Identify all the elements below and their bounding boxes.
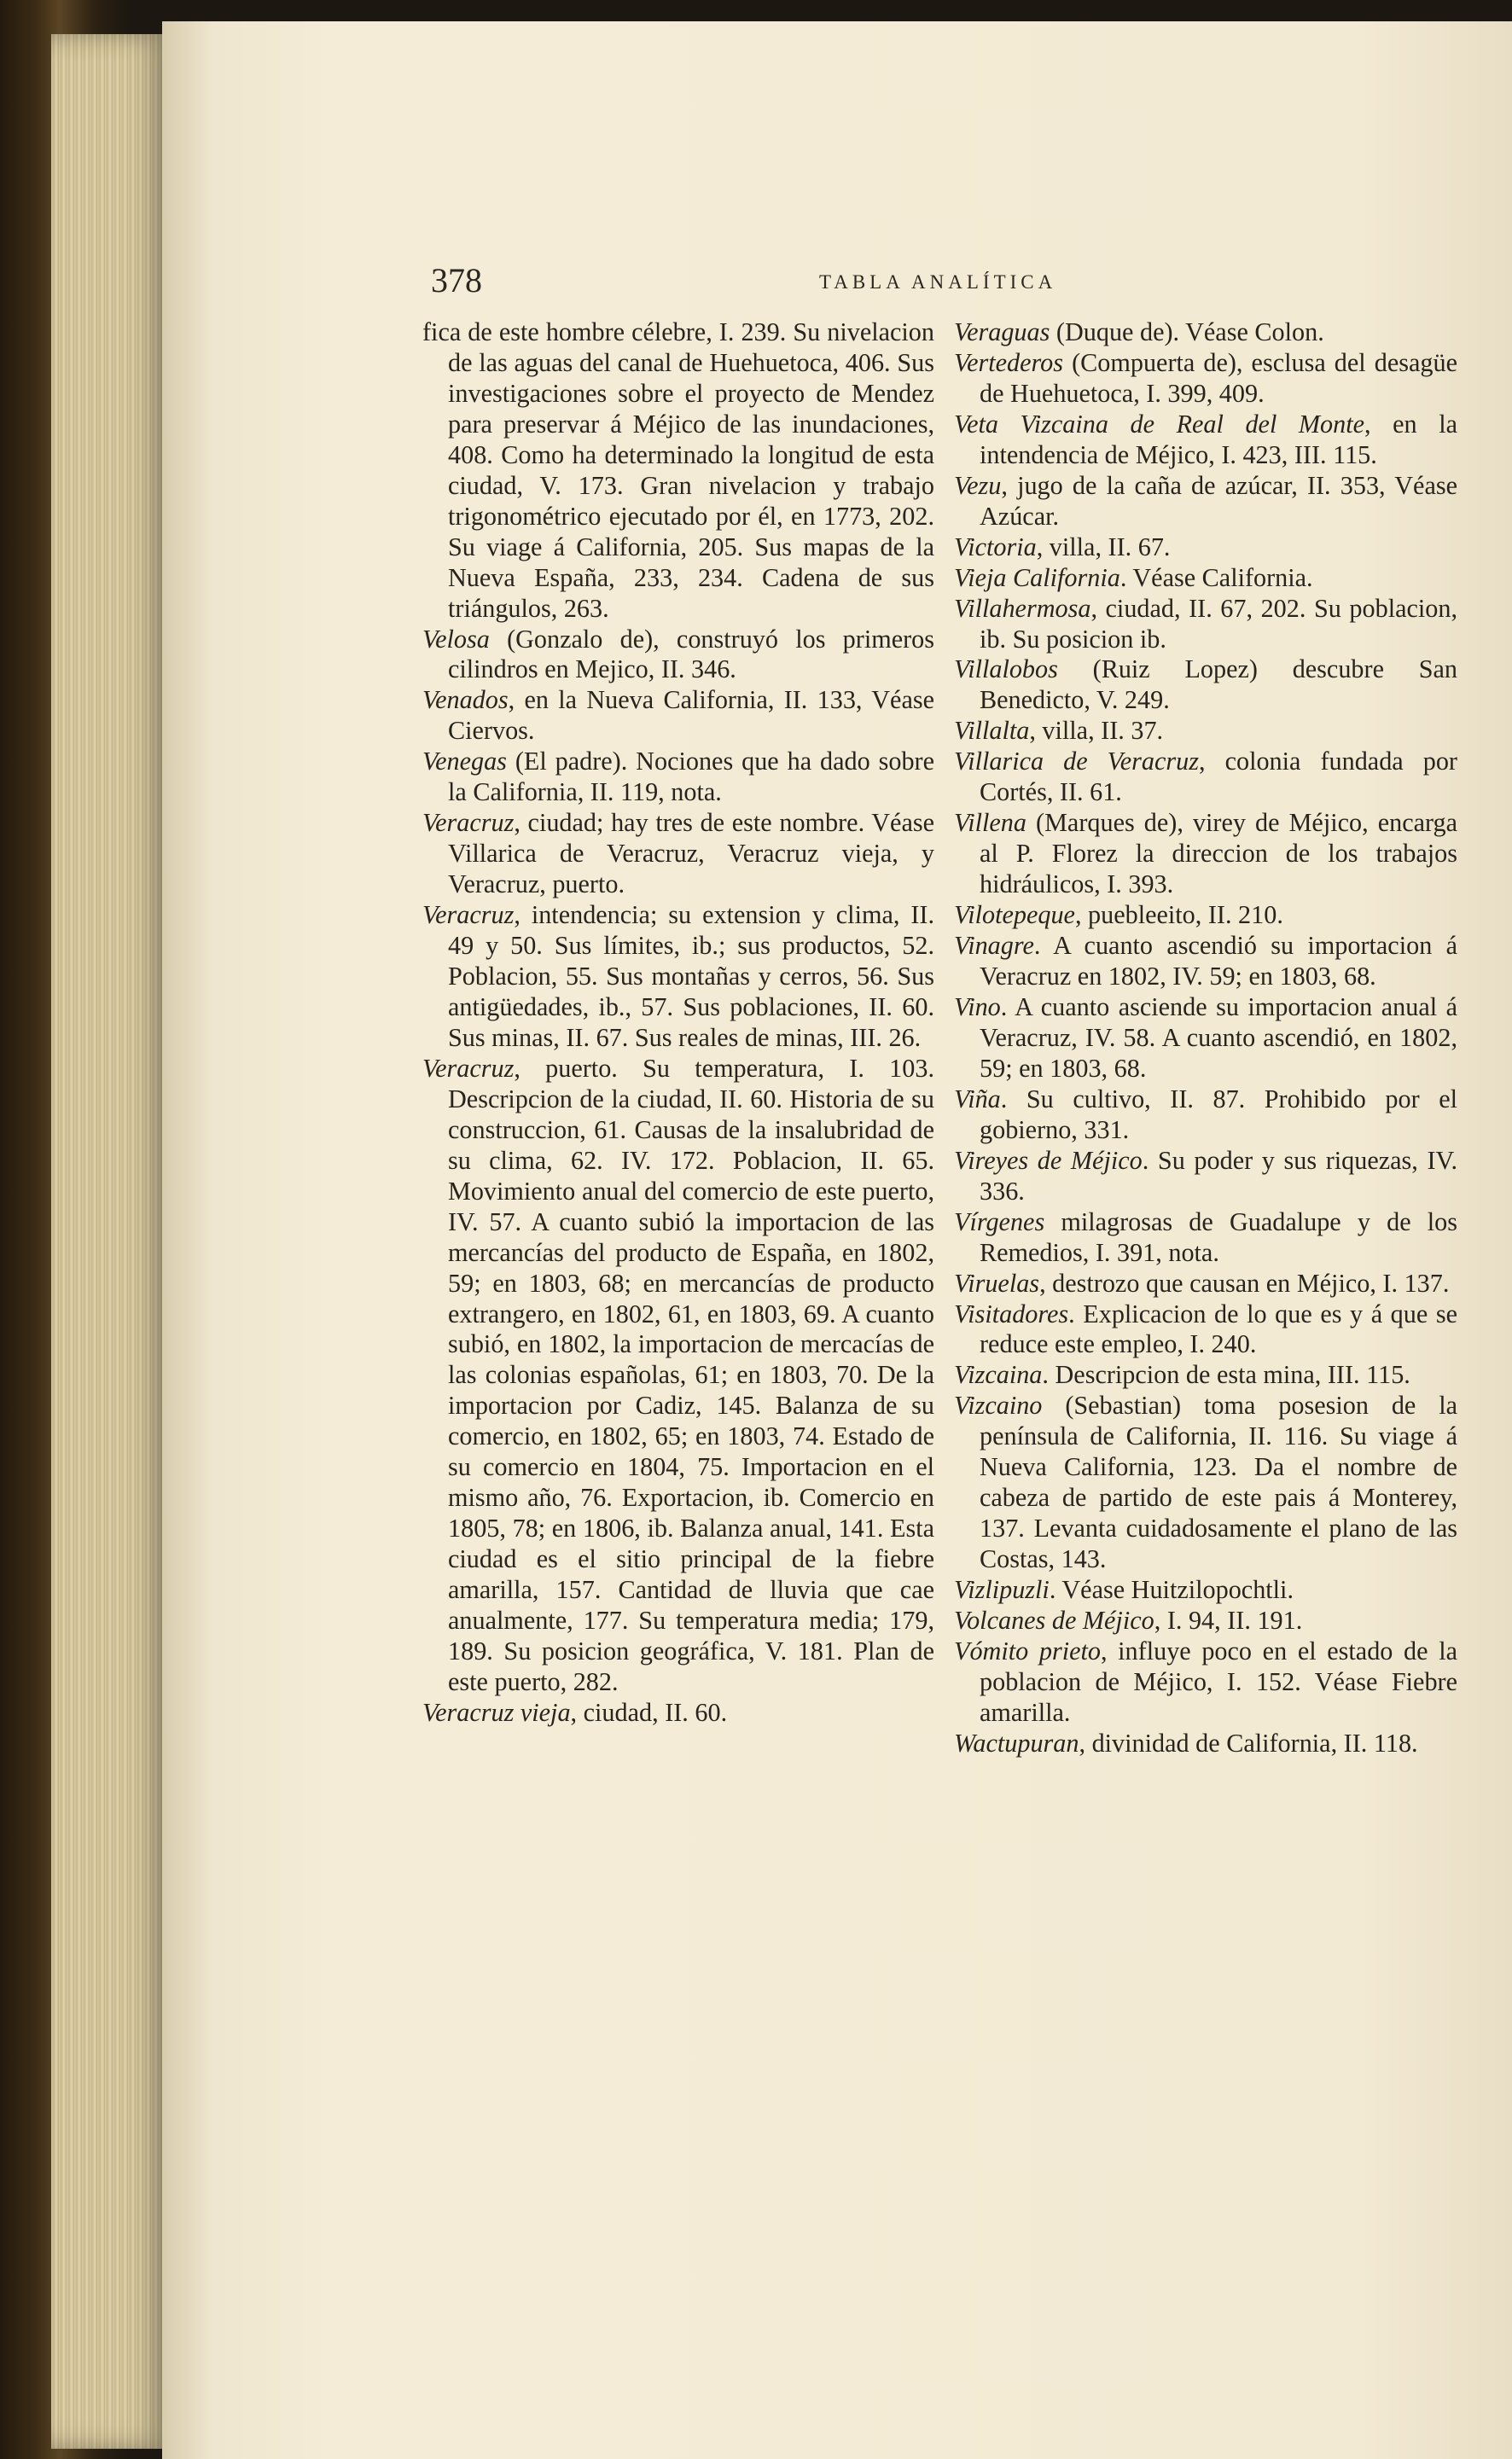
index-entry: Vino. A cuanto asciende su importacion anual á Veracruz, IV. 58. A cuanto ascendió, en 1802, 59; en 1803, 68. [954, 991, 1457, 1083]
index-entry: Veraguas (Duque de). Véase Colon. [954, 317, 1324, 346]
index-entry: Villarica de Veracruz, colonia fundada por Cortés, II. 61. [954, 747, 1457, 807]
index-entry: Vizcaino (Sebastian) toma posesion de la península de California, II. 116. Su viage á Nueva California, 123. Da el nombre de cabeza de partido de este pais á Monterey, 137. Levanta cuidadosamente el plano de las Costas, 143. [954, 1391, 1457, 1574]
index-entry: Veta Vizcaina de Real del Monte, en la intendencia de Méjico, I. 423, III. 115. [954, 409, 1457, 469]
index-entry: Villalobos (Ruiz Lopez) descubre San Benedicto, V. 249. [954, 654, 1458, 715]
index-entry: Velosa (Gonzalo de), construyó los primeros cilindros en Mejico, II. 346. [422, 624, 934, 684]
running-title: TABLA ANALÍTICA [819, 271, 1057, 293]
index-entry: Vizcaina. Descripcion de esta mina, III. 115. [954, 1360, 1410, 1390]
index-entry: Villena (Marques de), virey de Méjico, encarga al P. Florez la direccion de los trabajos hidráulicos, I. 393. [954, 808, 1458, 899]
index-entry: Vireyes de Méjico. Su poder y sus riquezas, IV. 336. [954, 1145, 1457, 1206]
index-entry: Vizlipuzli. Véase Huitzilopochtli. [954, 1575, 1294, 1605]
page-edge-stack [51, 34, 171, 2449]
index-entry: Vieja California. Véase California. [954, 562, 1313, 592]
index-entry: Vómito prieto, influye poco en el estado de la poblacion de Méjico, I. 152. Véase Fiebre amarilla. [954, 1636, 1457, 1727]
index-entry: Villalta, villa, II. 37. [954, 716, 1164, 746]
index-entry: Visitadores. Explicacion de lo que es y á que se reduce este empleo, I. 240. [954, 1299, 1457, 1359]
index-entry: Vertederos (Compuerta de), esclusa del desagüe de Huehuetoca, I. 399, 409. [954, 347, 1457, 408]
index-entry: Villahermosa, ciudad, II. 67, 202. Su poblacion, ib. Su posicion ib. [954, 593, 1457, 654]
index-entry: Venegas (El padre). Nociones que ha dado sobre la California, II. 119, nota. [422, 747, 934, 807]
index-entry: Vilotepeque, puebleeito, II. 210. [954, 900, 1283, 930]
index-entry: Vinagre. A cuanto ascendió su importacion á Veracruz en 1802, IV. 59; en 1803, 68. [954, 931, 1457, 991]
page-number: 378 [431, 261, 482, 299]
index-entry: Veracruz, intendencia; su extension y clima, II. 49 y 50. Sus límites, ib.; sus productos, 52. Poblacion, 55. Sus montañas y cerros, 56. Sus antigüedades, ib., 57. Sus poblaciones, II. 60. Sus minas, II. 67. Sus reales de minas, III. 26. [422, 900, 934, 1052]
index-column-left [422, 317, 934, 1729]
index-entry: Viruelas, destrozo que causan en Méjico, I. 137. [954, 1268, 1450, 1298]
index-entry: Veracruz, puerto. Su temperatura, I. 103. Descripcion de la ciudad, II. 60. Historia de su construccion, 61. Causas de la insalubridad de su clima, 62. IV. 172. Poblacion, II. 65. Movimiento anual del comercio de este puerto, IV. 57. A cuanto subió la importacion de las mercancías del producto de España, en 1802, 59; en 1803, 68; en mercancías de producto extrangero, en 1802, 61, en 1803, 69. A cuanto subió, en 1802, la importacion de mercacías de las colonias españolas, 61; en 1803, 70. De la importacion por Cadiz, 145. Balanza de su comercio, en 1802, 65; en 1803, 74. Estado de su comercio en 1804, 75. Importacion en el mismo año, 76. Exportacion, ib. Comercio en 1805, 78; en 1806, ib. Balanza anual, 141. Esta ciudad es el sitio principal de la fiebre amarilla, 157. Cantidad de lluvia que cae anualmente, 177. Su temperatura media; 179, 189. Su posicion geográfica, V. 181. Plan de este puerto, 282. [422, 1053, 934, 1696]
index-entry: Wactupuran, divinidad de California, II. 118. [954, 1728, 1418, 1758]
index-entry: Veracruz, ciudad; hay tres de este nombre. Véase Villarica de Veracruz, Veracruz vieja, y Veracruz, puerto. [422, 808, 934, 899]
index-entry: Venados, en la Nueva California, II. 133, Véase Ciervos. [422, 685, 934, 746]
index-entry: Victoria, villa, II. 67. [954, 532, 1171, 561]
index-entry: Volcanes de Méjico, I. 94, II. 191. [954, 1606, 1303, 1636]
index-entry: Vírgenes milagrosas de Guadalupe y de los Remedios, I. 391, nota. [954, 1206, 1457, 1267]
index-entry: Viña. Su cultivo, II. 87. Prohibido por el gobierno, 331. [954, 1084, 1457, 1144]
index-entry: Veracruz vieja, ciudad, II. 60. [422, 1697, 728, 1727]
index-entry: fica de este hombre célebre, I. 239. Su nivelacion de las aguas del canal de Huehuetoca, 406. Sus investigaciones sobre el proyecto de Mendez para preservar á Méjico de las inundaciones, 408. Como ha determinado la longitud de esta ciudad, V. 173. Gran nivelacion y trabajo trigonométrico ejecutado por él, en 1773, 202. Su viage á California, 205. Sus mapas de la Nueva España, 233, 234. Cadena de sus triángulos, 263. [422, 317, 934, 623]
index-column-right [954, 317, 1457, 1759]
index-entry: Vezu, jugo de la caña de azúcar, II. 353, Véase Azúcar. [954, 470, 1457, 531]
